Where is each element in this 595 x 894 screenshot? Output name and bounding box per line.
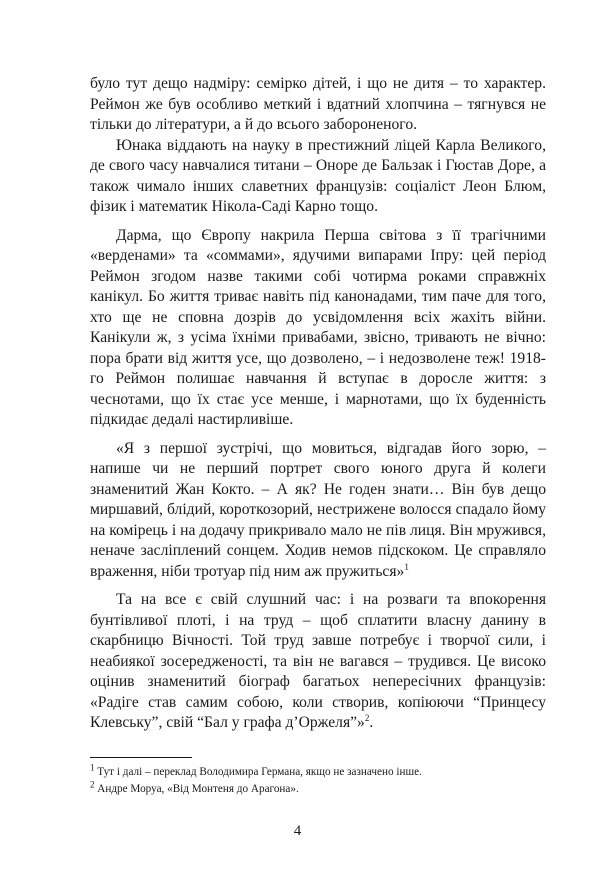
paragraph (90, 439, 546, 583)
paragraph-text: Юнака віддають на науку в престижний ліцей Карла Великого, де свого часу навчалися титани – Оноре де Бальзак і Гюстав Доре, а також чимало інших славетних французів: соціаліст Леон Блюм, фізик і математик Нікола-Саді Карно тощо. (90, 136, 546, 215)
footnote-reference[interactable]: 1 (404, 561, 409, 572)
footnote-separator (90, 757, 192, 758)
page-number: 4 (293, 823, 302, 839)
footnotes (90, 764, 546, 798)
paragraph-text: було тут дещо надміру: семірко дітей, і що не дитя – то характер. Реймон же був особливо меткий і вдатний хлопчина – тягнувся не тільки до літератури, а й до всього забороненого. (90, 75, 546, 133)
paragraph-text: Дарма, що Європу накрила Перша світова з її трагічними «верденами» та «соммами», ядучими випарами Іпру: цей період Реймон згодом назве такими собі чотирма роками справжніх канікул. Бо життя триває навіть під канонадами, тим паче для того, хто ще не сповна дозрів до усвідомлення всіх жахіть війни. Канікули ж, з усіма їхніми привабами, звісно, тривають не вічно: пора брати від життя усе, що дозволено, – і недозволене теж! 1918-го Реймон полишає навчання й вступає в доросле життя: з чеснотами, що їх стає усе менше, і марнотами, що їх буденність підкидає дедалі настирливіше. (90, 226, 546, 428)
paragraph-text: «Я з першої зустрічі, що мовиться, відгадав його зорю, – напише чи не перший портрет свого юного друга й колеги знаменитий Жан Кокто. – А як? Не годен знати… Він був дещо миршавий, блідий, короткозорий, нестрижене волосся спадало йому на комірець і на додачу прикривало мало не пів лиця. Він мружився, неначе засліплений сонцем. Ходив немов підскоком. Це справляло враження, ніби тротуар під ним аж пружиться» (90, 439, 546, 580)
footnote-item (90, 781, 546, 798)
footnote-mark: 2 (90, 779, 95, 790)
footnote-reference[interactable]: 2 (364, 712, 370, 723)
paragraph (90, 226, 546, 431)
page-body (90, 74, 546, 734)
paragraph (90, 74, 546, 136)
footnote-mark: 1 (90, 762, 95, 773)
paragraph-text: Та на все є свій слушний час: і на розваги та впокорення бунтівливої плоті, і на труд – щоб сплатити власну данину в скарбницю Вічності. Той труд завше потребує і творчої сили, і неабиякої зосередженості, та він не вагався – трудився. Це високо оцінив знаменитий біограф багатьох непересічних французів: «Радіге став самим собою, коли створив, копіюючи “Принцесу Клевську”, свій “Бал у графа д’Оржеля”» (90, 591, 546, 731)
paragraph (90, 136, 546, 218)
paragraph (90, 590, 546, 734)
footnote-item (90, 764, 546, 781)
body-text (90, 74, 546, 734)
footnote-text: Тут і далі – переклад Володимира Германа, якщо не зазначено інше. (97, 766, 422, 778)
footnote-text: Андре Моруа, «Від Монтеня до Арагона». (97, 783, 299, 795)
paragraph-tail: . (369, 714, 374, 731)
